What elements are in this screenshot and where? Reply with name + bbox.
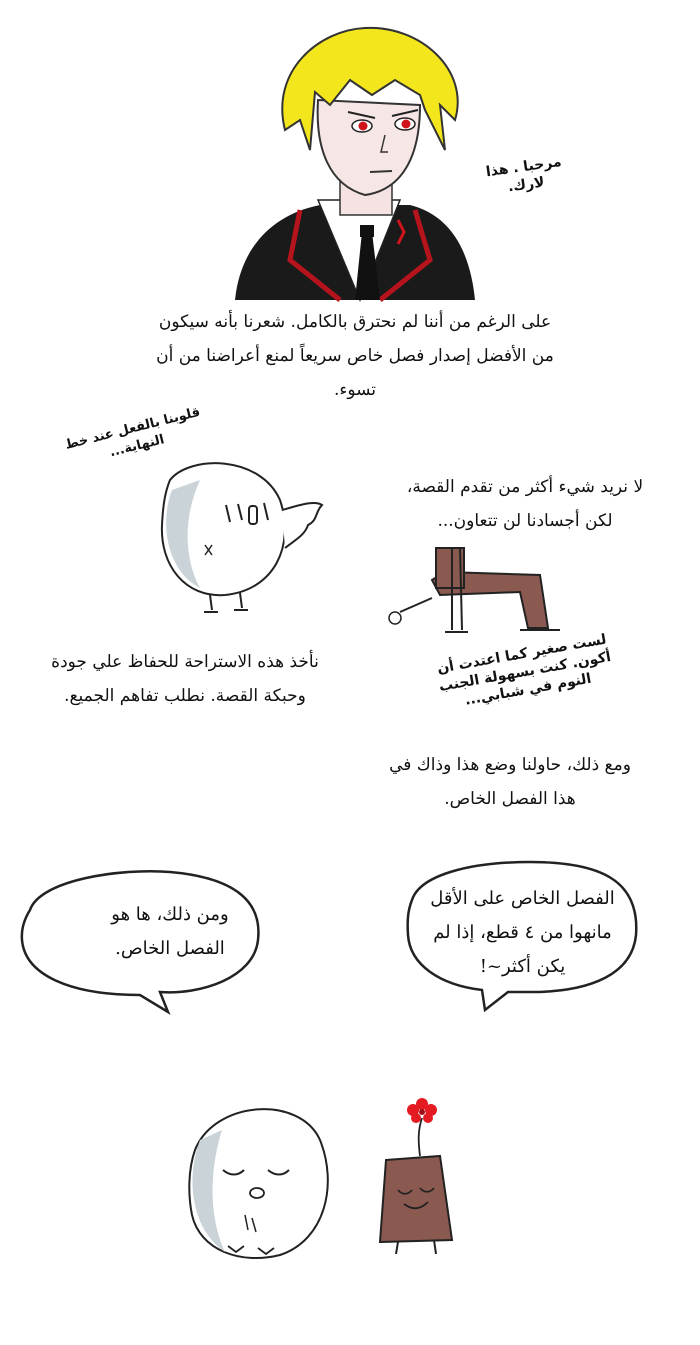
rest-caption: نأخذ هذه الاستراحة للحفاظ علي جودة وحبكة القصة. نطلب تفاهم الجميع. — [51, 652, 319, 706]
intro-caption: على الرغم من أننا لم نحترق بالكامل. شعرنا بأنه سيكون من الأفضل إصدار فصل خاص سريعاً لمنع أعراضنا من أن تسوء. — [156, 312, 554, 400]
story-caption: لا نريد شيء أكثر من تقدم القصة، لكن أجسادنا لن تتعاون... — [406, 477, 644, 531]
right-speech-bubble: الفصل الخاص على الأقل مانهوا من ٤ قطع، إذا لم يكن أكثر~! — [430, 888, 615, 977]
however-caption: ومع ذلك، حاولنا وضع هذا وذاك في هذا الفصل الخاص. — [389, 755, 631, 809]
left-speech-bubble: ومن ذلك، ها هو الفصل الخاص. — [111, 904, 229, 959]
youth-note: لست صغير كما اعتدت أن أكون. كنت بسهولة الجنب النوم في شبابي... — [436, 631, 613, 709]
bird-note: قلوبنا بالفعل عند خط النهاية... — [63, 404, 202, 461]
greeting-note: مرحبا . هذا لارك. — [484, 153, 563, 196]
